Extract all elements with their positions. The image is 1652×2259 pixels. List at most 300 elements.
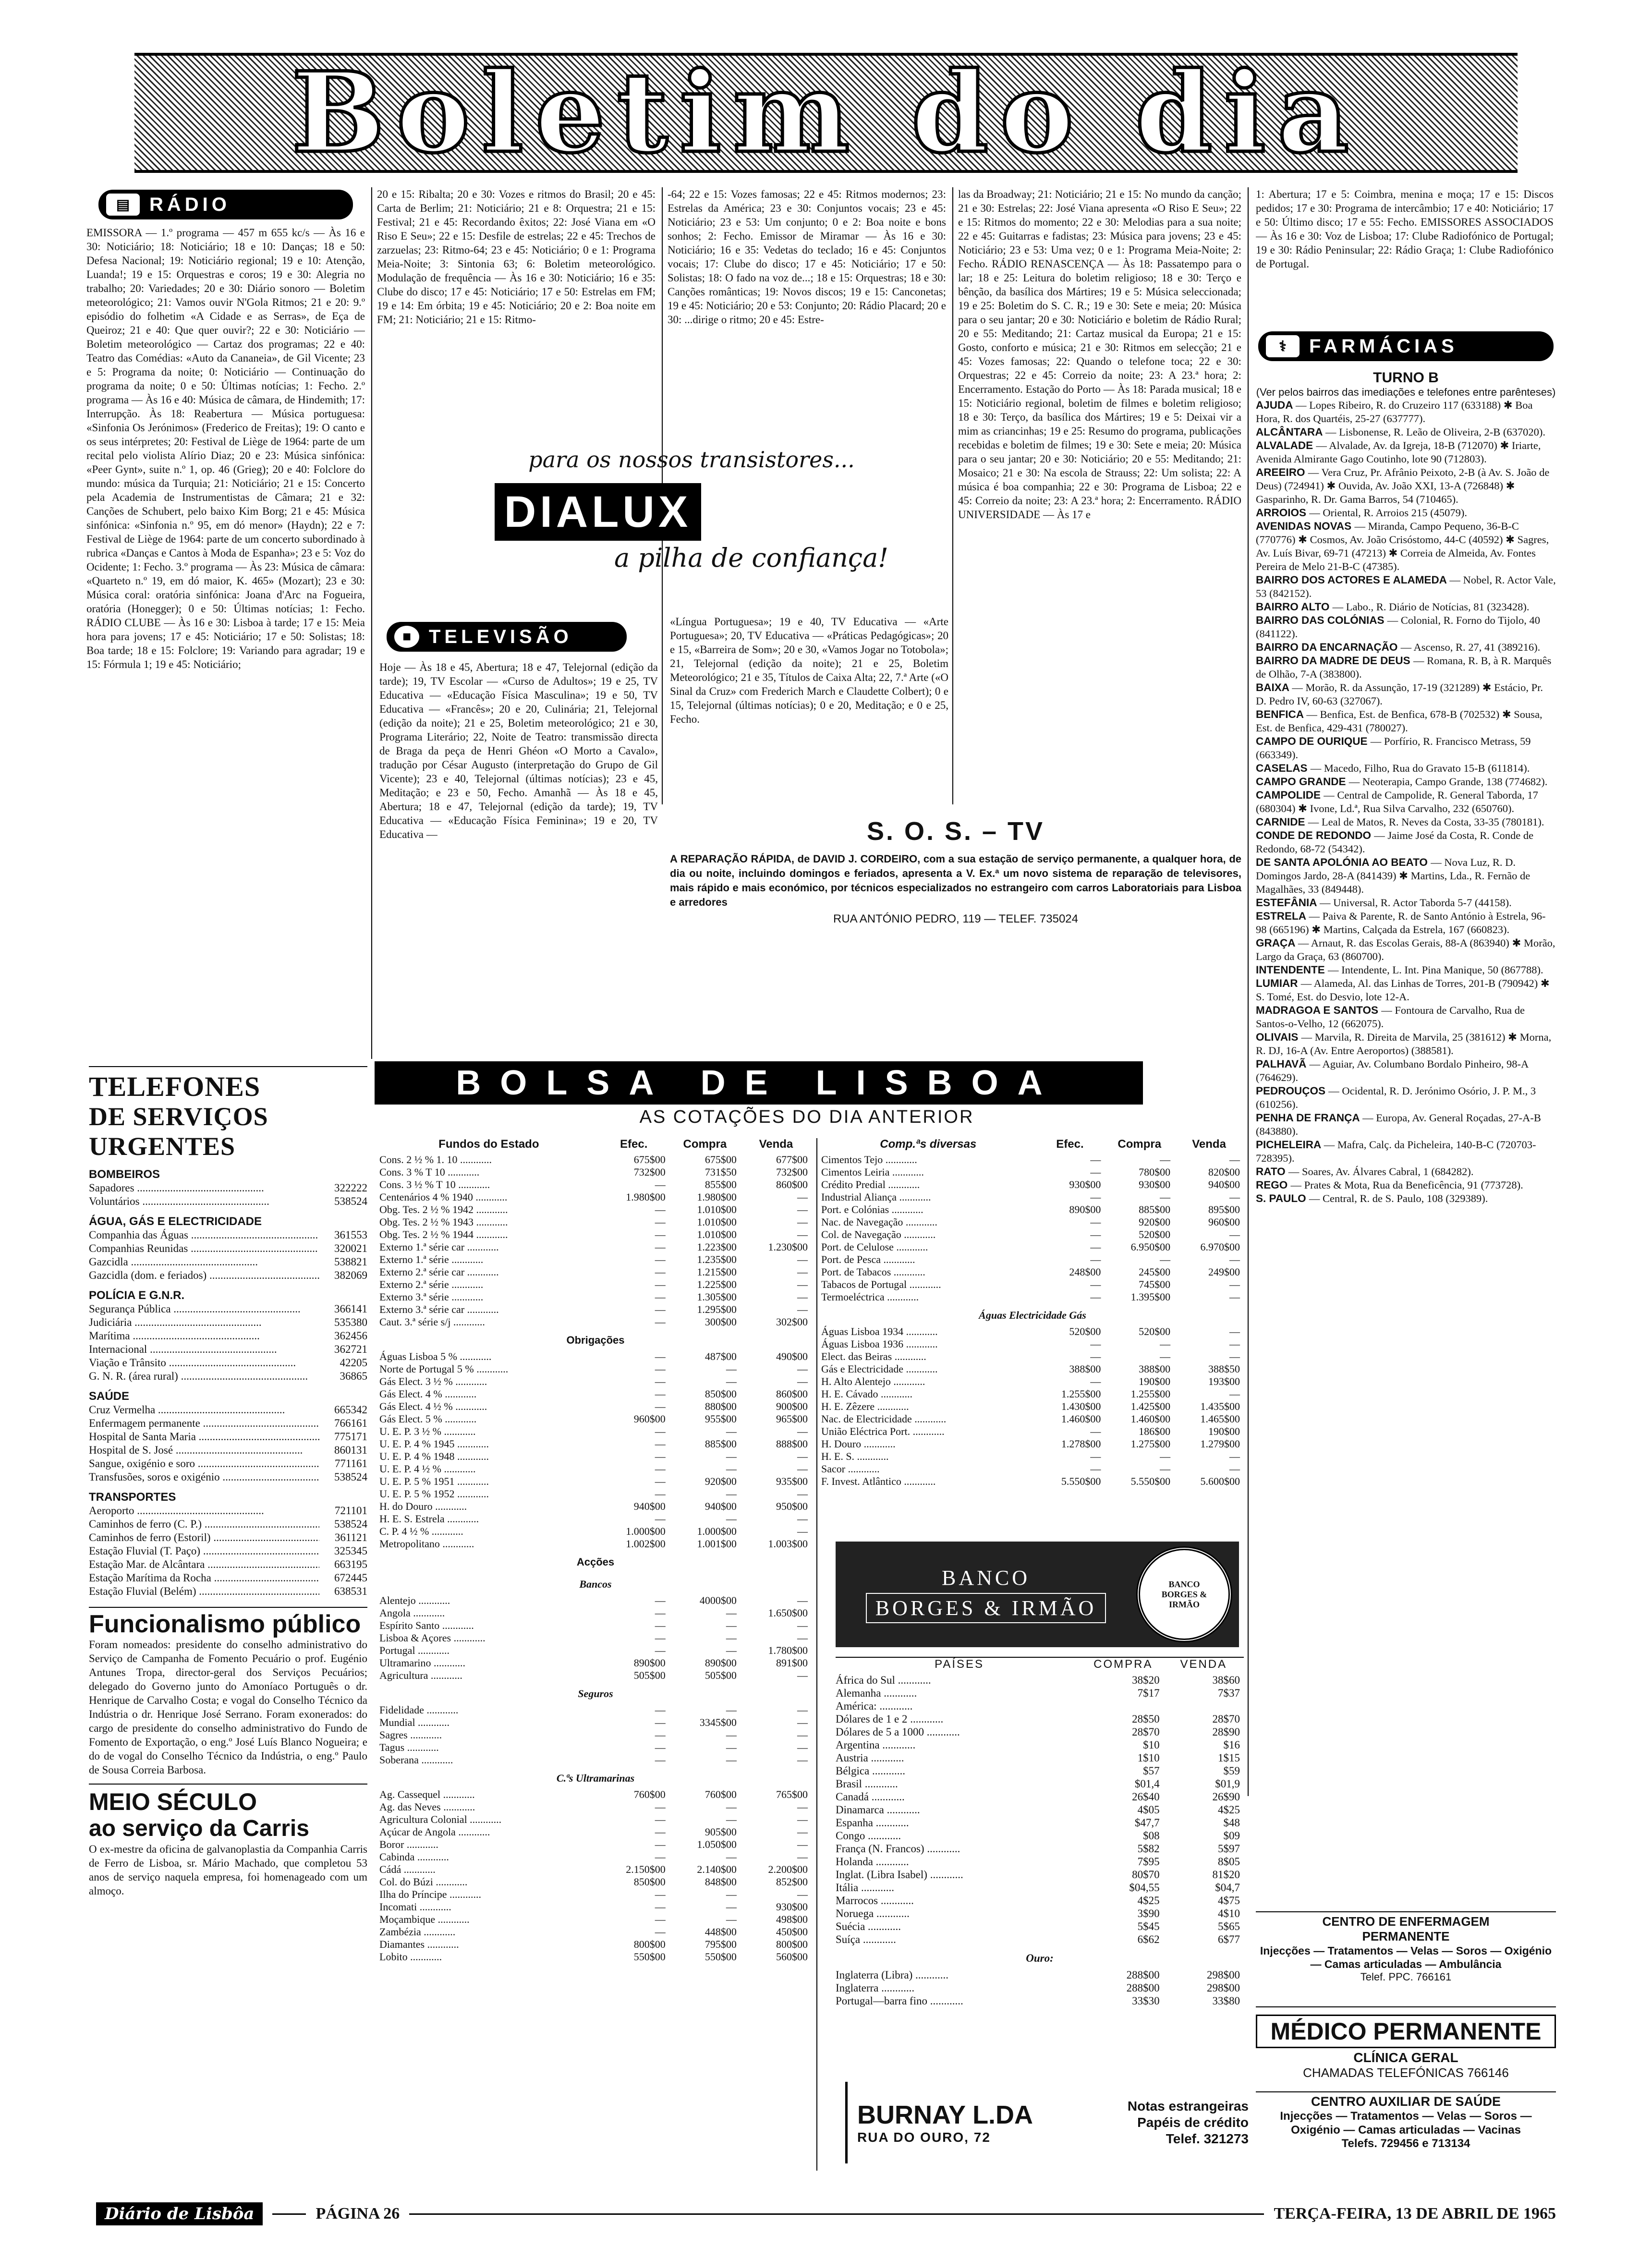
telefone-name: Estação Fluvial (Belém) ..... xyxy=(89,1585,319,1598)
quote-value: — xyxy=(1090,1291,1101,1303)
farmacia-details: — Lisbonense, R. Leão de Oliveira, 2-B (637020). xyxy=(1325,426,1546,438)
telefone-name: Estação Mar. de Alcântara ..... xyxy=(89,1558,319,1571)
farmacia-entry xyxy=(1256,1165,1556,1178)
quote-value: 1$15 xyxy=(1218,1752,1240,1764)
telefone-row xyxy=(89,1470,367,1484)
farmacia-bairro: PICHELEIRA xyxy=(1256,1139,1324,1151)
quote-value: 520$00 xyxy=(1139,1325,1171,1337)
quote-value: 190$00 xyxy=(1139,1375,1171,1387)
farmacia-entry xyxy=(1256,735,1556,762)
farmacia-bairro: PENHA DE FRANÇA xyxy=(1256,1112,1363,1124)
telefone-name: Estação Fluvial (T. Paço) ..... xyxy=(89,1544,319,1558)
quote-name: Águas Lisboa 1936 ............ xyxy=(821,1338,938,1350)
quote-name: U. E. P. 5 % 1951 ............ xyxy=(379,1475,489,1487)
quote-subheader: Bancos xyxy=(579,1578,612,1590)
quote-name: U. E. P. 4 % 1948 ............ xyxy=(379,1450,489,1462)
telefone-name: Hospital de Santa Maria ..... xyxy=(89,1430,319,1444)
col-header-efec-2: Efec. xyxy=(1056,1138,1084,1151)
quote-value: — xyxy=(655,1216,666,1228)
telefone-row xyxy=(89,1504,367,1518)
quote-value: — xyxy=(655,1801,666,1813)
burnay-brand: BURNAY L.DA xyxy=(857,2101,1033,2129)
radio-column-5: 1: Abertura; 17 e 5: Coimbra, menina e moça; 17 e 15: Discos pedidos; 17 e 30: Programa de intercâmbio; 17 e 40: Noticiário; 17 e 50: Último disco; 17 e 55: Fecho. EMISSORES ASSOCIADOS — Às 16 e 30: Voz de Lisboa; 17: Clube Radiofónico de Portugal; 19 e 30: Rádio Peninsular; 22: Rádio Graça; 1: Clube Radiofónico de Portugal. xyxy=(1256,188,1554,270)
farmacia-details: — Central, R. de S. Paulo, 108 (329389). xyxy=(1309,1192,1488,1204)
farmacia-details: — Morão, R. da Assunção, 17-19 (321289) ✱ Estácio, Pr. D. Pedro IV, 60-63 (327067). xyxy=(1256,681,1543,707)
quote-name: Águas Lisboa 5 % ............ xyxy=(379,1350,492,1362)
quote-value: 298$00 xyxy=(1207,1969,1240,1981)
farmacia-details: — Nobel, R. Actor Vale, 53 (842152). xyxy=(1256,574,1556,599)
quote-name: C. P. 4 ½ % ............ xyxy=(379,1525,463,1537)
quote-row xyxy=(379,1266,812,1278)
quote-value: — xyxy=(655,1813,666,1825)
quote-value: 1.002$00 xyxy=(626,1538,666,1550)
centro-saude-phone: Telefs. 729456 e 713134 xyxy=(1341,2137,1470,2150)
telefone-number: 771161 xyxy=(334,1457,367,1470)
farmacia-entry xyxy=(1256,520,1556,573)
farmacia-entry xyxy=(1256,600,1556,614)
farmacia-bairro: CASELAS xyxy=(1256,762,1311,774)
farmacia-entry xyxy=(1256,910,1556,936)
quote-value: 448$00 xyxy=(705,1926,737,1938)
quote-row xyxy=(379,1538,812,1550)
enfermagem-title-2: PERMANENTE xyxy=(1362,1929,1450,1943)
telefone-number: 36865 xyxy=(340,1370,367,1382)
quote-name: Boror ............ xyxy=(379,1838,438,1850)
quote-value: 6$77 xyxy=(1218,1933,1240,1945)
quote-value: 298$00 xyxy=(1207,1982,1240,1994)
quote-name: Metropolitano ............ xyxy=(379,1538,474,1550)
quote-name: H. E. S. Estrela ............ xyxy=(379,1513,479,1525)
quote-value: — xyxy=(797,1729,808,1741)
quote-value: 850$00 xyxy=(633,1876,666,1888)
meio-seculo-body: O ex-mestre da oficina de galvanoplastia da Companhia Carris de Ferro de Lisboa, sr. Mário Machado, que completou 53 anos de serviço naquela empresa, foi homenageado com um almoço. xyxy=(89,1843,367,1897)
quote-name: H. E. Zêzere ............ xyxy=(821,1400,909,1412)
quote-value: — xyxy=(797,1888,808,1900)
banco-borges-ad xyxy=(836,1542,1239,1647)
page-footer xyxy=(96,2199,1556,2228)
telefone-name: Judiciária ..... xyxy=(89,1316,319,1329)
quote-name: H. do Douro ............ xyxy=(379,1500,467,1512)
farmacia-entry xyxy=(1256,573,1556,600)
quote-name: Externo 3.ª série ............ xyxy=(379,1291,484,1303)
telefone-number: 538524 xyxy=(334,1471,367,1483)
quote-name: Bélgica ............ xyxy=(836,1765,905,1777)
farmacia-entry xyxy=(1256,936,1556,963)
telefones-section-title: BOMBEIROS xyxy=(89,1168,160,1181)
radio-header xyxy=(98,190,353,219)
quote-value: $59 xyxy=(1223,1765,1240,1777)
col-header-venda-2: Venda xyxy=(1192,1138,1226,1151)
quote-value: 950$00 xyxy=(776,1500,808,1512)
quote-value: 820$00 xyxy=(1208,1166,1240,1178)
quote-value: 732$00 xyxy=(776,1166,808,1178)
quote-value: 795$00 xyxy=(705,1938,737,1950)
quote-value: — xyxy=(797,1363,808,1375)
quote-value: — xyxy=(655,1619,666,1631)
quote-value: 4$10 xyxy=(1218,1907,1240,1919)
quote-name: Port. e Colónias ............ xyxy=(821,1203,923,1215)
quote-value: — xyxy=(655,1594,666,1606)
farmacia-details: — Arnaut, R. das Escolas Gerais, 88-A (863940) ✱ Morão, Largo da Graça, 63 (860700). xyxy=(1256,937,1555,962)
quote-value: — xyxy=(726,1704,737,1716)
quote-row xyxy=(821,1253,1244,1266)
quote-value: — xyxy=(1090,1338,1101,1350)
quote-value: — xyxy=(1090,1450,1101,1462)
quote-value: 26$40 xyxy=(1132,1791,1160,1803)
quote-value: — xyxy=(1160,1253,1171,1265)
telefone-name: Caminhos de ferro (Estoril) ..... xyxy=(89,1531,319,1544)
farmacia-details: — Neoterapia, Campo Grande, 138 (774682). xyxy=(1348,776,1548,788)
farmacia-details: — Europa, Av. General Roçadas, 27-A-B (843880). xyxy=(1256,1112,1541,1137)
farmacia-entry xyxy=(1256,708,1556,735)
quote-row xyxy=(379,1253,812,1266)
enfermagem-box xyxy=(1256,1911,1556,2007)
quote-value: — xyxy=(797,1838,808,1850)
quote-value: 940$00 xyxy=(633,1500,666,1512)
quote-value: 550$00 xyxy=(705,1951,737,1963)
telefone-name: Aeroporto ..... xyxy=(89,1504,319,1518)
farmacia-bairro: CAMPOLIDE xyxy=(1256,789,1324,801)
telefones-title-2: DE SERVIÇOS URGENTES xyxy=(89,1102,268,1161)
farmacia-details: — Vera Cruz, Pr. Afrânio Peixoto, 2-B (à Av. S. João de Deus) (724941) ✱ Ouvida, Av. João XXI, 13-A (726848) ✱ Gasparinho, R. Dr. Gama Barros, 54 (710465). xyxy=(1256,466,1550,505)
quote-value: 1.225$00 xyxy=(697,1278,737,1290)
col-header-venda-3: VENDA xyxy=(1180,1658,1227,1671)
quote-value: 850$00 xyxy=(705,1388,737,1400)
quote-name: Crédito Predial ............ xyxy=(821,1178,920,1190)
farmacia-details: — Central de Campolide, R. General Taborda, 17 (680304) ✱ Ivone, Ld.ª, Rua Silva Carvalho, 232 (650760). xyxy=(1256,789,1538,814)
quote-value: — xyxy=(726,1463,737,1475)
quote-value: 26$90 xyxy=(1212,1791,1240,1803)
quote-value: — xyxy=(655,1241,666,1253)
quote-value: — xyxy=(1160,1463,1171,1475)
quote-name: Cons. 2 ½ % 1. 10 ............ xyxy=(379,1154,492,1166)
quote-value: 1.465$00 xyxy=(1200,1413,1240,1425)
telefone-number: 42205 xyxy=(340,1357,367,1369)
farmacia-bairro: ESTRELA xyxy=(1256,910,1309,922)
quote-value: 1.230$00 xyxy=(768,1241,808,1253)
telefone-name: Caminhos de ferro (C. P.) ..... xyxy=(89,1518,319,1531)
quote-row xyxy=(379,1913,812,1926)
quote-value: — xyxy=(655,1425,666,1437)
sos-tv-address: RUA ANTÓNIO PEDRO, 119 — TELEF. 735024 xyxy=(833,912,1078,925)
quote-name: Col. do Búzi ............ xyxy=(379,1876,468,1888)
quote-value: — xyxy=(1090,1216,1101,1228)
telefone-row xyxy=(89,1558,367,1571)
bolsa-fundos-table xyxy=(379,1138,812,2166)
quote-value: 1.430$00 xyxy=(1061,1400,1101,1412)
quote-row xyxy=(379,1572,812,1594)
telefones-section-title: TRANSPORTES xyxy=(89,1491,176,1504)
quote-row xyxy=(836,1933,1244,1946)
quote-row xyxy=(379,1729,812,1741)
quote-value: $04,7 xyxy=(1215,1882,1240,1894)
quote-row xyxy=(379,1938,812,1951)
quote-row xyxy=(821,1438,1244,1450)
quote-value: — xyxy=(726,1801,737,1813)
quote-row xyxy=(379,1863,812,1876)
farmacia-entry xyxy=(1256,829,1556,856)
farmacia-entry xyxy=(1256,1178,1556,1192)
quote-row xyxy=(379,1619,812,1632)
quote-value: — xyxy=(726,1729,737,1741)
quote-value: 388$00 xyxy=(1069,1363,1101,1375)
quote-value: — xyxy=(726,1513,737,1525)
farmacia-bairro: ARROIOS xyxy=(1256,507,1310,519)
radio-header-label: RÁDIO xyxy=(149,194,231,215)
telefone-row xyxy=(89,1544,367,1558)
quote-name: H. Douro ............ xyxy=(821,1438,896,1450)
farmacia-entry xyxy=(1256,896,1556,910)
cambios-table xyxy=(836,1657,1244,2070)
quote-row xyxy=(379,1550,812,1572)
quote-value: 930$00 xyxy=(1139,1178,1171,1190)
quote-value: 860$00 xyxy=(776,1178,808,1190)
quote-name: Noruega ............ xyxy=(836,1907,910,1919)
banco-line1: BANCO xyxy=(941,1566,1031,1590)
quote-value: 731$50 xyxy=(705,1166,737,1178)
quote-value: — xyxy=(655,1926,666,1938)
quote-name: Externo 1.ª série car ............ xyxy=(379,1241,499,1253)
meio-seculo-title-2: ao serviço da Carris xyxy=(89,1816,309,1841)
quote-name: Itália ............ xyxy=(836,1882,894,1894)
quote-value: 1.278$00 xyxy=(1061,1438,1101,1450)
telefone-name: Transfusões, soros e oxigénio ..... xyxy=(89,1470,319,1484)
quote-row xyxy=(379,1951,812,1963)
quote-value: 955$00 xyxy=(705,1413,737,1425)
quote-row xyxy=(379,1826,812,1838)
quote-row xyxy=(379,1303,812,1316)
quote-value: $04,55 xyxy=(1129,1882,1160,1894)
quote-name: U. E. P. 4 % 1945 ............ xyxy=(379,1438,489,1450)
quote-row xyxy=(379,1413,812,1425)
quote-row xyxy=(379,1228,812,1241)
quote-value: — xyxy=(655,1607,666,1619)
radio-column-3: -64; 22 e 15: Vozes famosas; 22 e 45: Ritmos modernos; 23: Estrelas da América; 23 e 30: Conjuntos vocais; 23 e 45: Noticiário; 23 e 53: Um conjunto; 0 e 2: Boa noite e bons sonhos; 2: Fecho. Emissor de Miramar — Às 16 e 30: Noticiário; 16 e 35: Vedetas do teclado; 16 e 45: Conjuntos vocais; 17: Clube do disco; 17 e 45: Noticiário; 17 e 50: Solistas; 18: O fado na voz de...; 18 e 15: Orquestras; 18 e 30: Canções românticas; 19: Novos discos; 19 e 15: Canconetas; 19 e 45: Noticiário; 20 e 53: Conjunto; 20: Rádio Placard; 20 e 30: ...dirige o ritmo; 20 e 45: Estre- xyxy=(668,188,946,326)
quote-value: — xyxy=(797,1228,808,1240)
quote-value: 302$00 xyxy=(776,1316,808,1328)
quote-row xyxy=(379,1766,812,1788)
quote-value: 905$00 xyxy=(705,1826,737,1838)
quote-value: 7$17 xyxy=(1137,1687,1160,1699)
quote-row xyxy=(379,1657,812,1669)
quote-value: 765$00 xyxy=(776,1788,808,1800)
quote-value: 890$00 xyxy=(633,1657,666,1669)
quote-value: 1.650$00 xyxy=(768,1607,808,1619)
quote-value: 800$00 xyxy=(633,1938,666,1950)
burnay-line1: Notas estrangeiras xyxy=(1127,2099,1249,2113)
quote-value: — xyxy=(1229,1291,1240,1303)
farmacia-details: — Benfica, Est. de Benfica, 678-B (702532) ✱ Sousa, Est. de Benfica, 429-431 (780027). xyxy=(1256,708,1543,734)
quote-value: — xyxy=(655,1644,666,1656)
farmacia-entry xyxy=(1256,1031,1556,1057)
telefone-name: Cruz Vermelha ..... xyxy=(89,1403,319,1417)
quote-row xyxy=(379,1682,812,1704)
quote-row xyxy=(379,1375,812,1388)
telefone-name: Internacional ..... xyxy=(89,1343,319,1356)
quote-name: Norte de Portugal 5 % ............ xyxy=(379,1363,509,1375)
quote-name: Canadá ............ xyxy=(836,1791,905,1803)
meio-seculo-title-1: MEIO SÉCULO xyxy=(89,1788,257,1815)
quote-row xyxy=(379,1400,812,1413)
quote-row xyxy=(821,1325,1244,1338)
banco-seal-icon: BANCO BORGES & IRMÃO xyxy=(1136,1546,1232,1642)
quote-row xyxy=(379,1475,812,1488)
quote-value xyxy=(1083,1700,1163,1712)
quote-row xyxy=(379,1178,812,1191)
quote-value: — xyxy=(726,1488,737,1500)
quote-name: Elect. das Beiras ............ xyxy=(821,1350,926,1362)
col-header-paises: PAÍSES xyxy=(935,1658,984,1671)
farmacias-header-label: FARMÁCIAS xyxy=(1309,335,1458,357)
quote-row xyxy=(821,1450,1244,1463)
quote-value: — xyxy=(655,1716,666,1728)
quote-value: — xyxy=(726,1741,737,1753)
telefone-number: 362456 xyxy=(334,1330,367,1342)
quote-value: — xyxy=(1090,1253,1101,1265)
quote-name: U. E. P. 5 % 1952 ............ xyxy=(379,1488,489,1500)
quote-row xyxy=(836,1981,1244,1994)
farmacia-details: — Ocidental, R. D. Jerónimo Osório, J. P. M., 3 (610256). xyxy=(1256,1085,1536,1110)
quote-row xyxy=(379,1328,812,1350)
telefone-row xyxy=(89,1444,367,1457)
quote-row xyxy=(836,1687,1244,1700)
farmacia-bairro: PEDROUÇOS xyxy=(1256,1085,1329,1097)
quote-row xyxy=(821,1191,1244,1203)
quote-row xyxy=(836,1829,1244,1842)
quote-value: 965$00 xyxy=(776,1413,808,1425)
quote-row xyxy=(821,1388,1244,1400)
quote-value: — xyxy=(797,1704,808,1716)
quote-row xyxy=(379,1488,812,1500)
farmacia-bairro: AREEIRO xyxy=(1256,466,1308,478)
quote-name: Suíça ............ xyxy=(836,1933,896,1945)
quote-value: — xyxy=(655,1754,666,1766)
quote-value: 450$00 xyxy=(776,1926,808,1938)
quote-value: — xyxy=(655,1363,666,1375)
quote-row xyxy=(836,1725,1244,1738)
quote-name: Termoeléctrica ............ xyxy=(821,1291,919,1303)
quote-value: $08 xyxy=(1143,1830,1160,1842)
quote-value: 6.950$00 xyxy=(1130,1241,1171,1253)
quote-name: Ilha do Príncipe ............ xyxy=(379,1888,482,1900)
farmacia-bairro: BAIRRO ALTO xyxy=(1256,601,1333,613)
quote-value: 1.425$00 xyxy=(1130,1400,1171,1412)
quote-row xyxy=(379,1632,812,1644)
sos-tv-title: S. O. S. – TV xyxy=(866,817,1045,846)
telefone-row xyxy=(89,1242,367,1255)
quote-value: 28$70 xyxy=(1212,1713,1240,1725)
quote-value: 895$00 xyxy=(1208,1203,1240,1215)
quote-value: 300$00 xyxy=(705,1316,737,1328)
burnay-ad xyxy=(845,2082,1277,2163)
quote-value: — xyxy=(1229,1338,1240,1350)
quote-value: 1$10 xyxy=(1137,1752,1160,1764)
quote-row xyxy=(379,1350,812,1363)
quote-name: Caut. 3.ª série s/j ............ xyxy=(379,1316,485,1328)
quote-row xyxy=(821,1463,1244,1475)
quote-row xyxy=(821,1278,1244,1291)
burnay-line2: Papéis de crédito xyxy=(1137,2115,1249,2130)
quote-value: 1.279$00 xyxy=(1200,1438,1240,1450)
quote-name: Espírito Santo ............ xyxy=(379,1619,474,1631)
quote-value: 490$00 xyxy=(776,1350,808,1362)
farmacia-entry xyxy=(1256,762,1556,775)
quote-value: — xyxy=(1229,1463,1240,1475)
quote-name: H. E. S. ............ xyxy=(821,1450,889,1462)
quote-row xyxy=(821,1154,1244,1166)
quote-row xyxy=(379,1926,812,1938)
telefone-name: Hospital de S. José ..... xyxy=(89,1444,319,1457)
quote-name: F. Invest. Atlântico ............ xyxy=(821,1475,936,1487)
quote-value: — xyxy=(655,1851,666,1863)
quote-name: Inglaterra (Libra) ............ xyxy=(836,1969,949,1981)
bolsa-banner xyxy=(375,1061,1143,1105)
col-header-efec: Efec. xyxy=(620,1138,648,1151)
farmacia-entry xyxy=(1256,614,1556,641)
quote-name: Nac. de Navegação ............ xyxy=(821,1216,937,1228)
quote-value: — xyxy=(655,1901,666,1913)
quote-name: União Eléctrica Port. ............ xyxy=(821,1425,945,1437)
quote-name: Ag. das Neves ............ xyxy=(379,1801,475,1813)
farmacia-entry xyxy=(1256,439,1556,466)
quote-row xyxy=(836,1994,1244,2007)
quote-value: 388$00 xyxy=(1139,1363,1171,1375)
quote-row xyxy=(821,1338,1244,1350)
quote-value: — xyxy=(797,1826,808,1838)
col-header-diversas: Comp.ªs diversas xyxy=(880,1138,977,1151)
quote-value: 4$25 xyxy=(1137,1895,1160,1907)
quote-value: — xyxy=(797,1191,808,1203)
quote-name: Cimentos Tejo ............ xyxy=(821,1154,917,1166)
telefone-number: 361121 xyxy=(334,1531,367,1543)
quote-value: — xyxy=(1229,1325,1240,1337)
farmacias-list xyxy=(1256,370,1556,1902)
quote-value: — xyxy=(655,1253,666,1265)
quote-value: — xyxy=(655,1729,666,1741)
quote-name: Dólares de 5 a 1000 ............ xyxy=(836,1726,960,1738)
footer-page: PÁGINA 26 xyxy=(316,2205,400,2223)
quote-value: 1.295$00 xyxy=(697,1303,737,1315)
quote-value: — xyxy=(1090,1375,1101,1387)
quote-row xyxy=(836,1790,1244,1803)
quote-name: Congo ............ xyxy=(836,1830,901,1842)
quote-value xyxy=(1164,1700,1244,1712)
quote-value: — xyxy=(655,1888,666,1900)
telefone-row xyxy=(89,1228,367,1242)
quote-value: — xyxy=(797,1669,808,1681)
quote-value: 4$75 xyxy=(1218,1895,1240,1907)
farmacia-details: — Ascenso, R. 27, 41 (389216). xyxy=(1400,641,1541,653)
telefone-number: 535380 xyxy=(334,1316,367,1328)
quote-name: Port. de Tabacos ............ xyxy=(821,1266,925,1278)
quote-value: 1.460$00 xyxy=(1130,1413,1171,1425)
quote-value: 248$00 xyxy=(1069,1266,1101,1278)
quote-value: 81$20 xyxy=(1212,1869,1240,1881)
quote-name: Ultramarino ............ xyxy=(379,1657,466,1669)
col-header-fundos: Fundos do Estado xyxy=(438,1138,539,1151)
quote-name: Cabinda ............ xyxy=(379,1851,449,1863)
quote-name: Cons. 3 ½ % T 10 ............ xyxy=(379,1178,490,1190)
burnay-phone: Telef. 321273 xyxy=(1166,2131,1249,2146)
quote-name: U. E. P. 4 ½ % ............ xyxy=(379,1463,476,1475)
quote-row xyxy=(821,1166,1244,1178)
quote-name: Açúcar de Angola ............ xyxy=(379,1826,490,1838)
enfermagem-title-1: CENTRO DE ENFERMAGEM xyxy=(1322,1914,1490,1929)
quote-value: — xyxy=(726,1363,737,1375)
radio-column-2: 20 e 15: Ribalta; 20 e 30: Vozes e ritmos do Brasil; 20 e 45: Carta de Berlim; 21: Noticiário; 21 e 8: Orquestra; 21 e 15: Festival; 21 e 45: Recordando êxitos; 22: José Viana em «O Riso E Seu»; 22 e 15: Desfile de estrelas; 22 e 45: Trechos de zarzuelas; 23: Ritmo-64; 23 e 45: Noticiário; 0 e 1: Programa Meia-Noite; 3: Sintonia 63; 6: Boletim meteorológico. Modulação de frequência — Às 16 e 30: Noticiário; 16 e 35: Clube do disco; 17 e 45: Noticiário; 17 e 50: Estrelas em FM; 19 e 14: Em órbita; 19 e 45: Noticiário; 20 e 2: Boa noite em FM; 21: Noticiário; 21 e 15: Ritmo- xyxy=(377,188,656,326)
farmacia-bairro: ESTEFÂNIA xyxy=(1256,897,1320,909)
telefone-name: G. N. R. (área rural) ..... xyxy=(89,1370,319,1383)
